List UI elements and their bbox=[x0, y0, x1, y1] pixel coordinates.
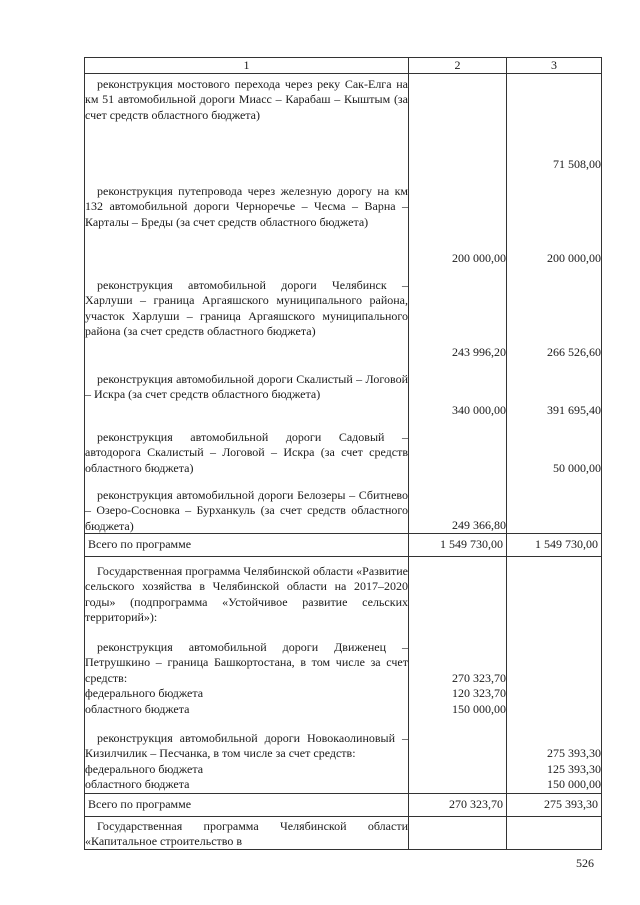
total-label: Всего по программе bbox=[85, 793, 409, 816]
amount: 200 000,00 bbox=[452, 250, 506, 265]
amount: 150 000,00 bbox=[452, 701, 506, 716]
program2-cell bbox=[85, 557, 409, 794]
list-item: реконструкция путепровода через железную дорогу на км 132 автомобильной дороги Черноречье – Чесма – Варна – Карталы – Бреды (за счет средств областного бюджета) bbox=[85, 184, 408, 229]
section1-items bbox=[85, 74, 409, 534]
total-col2: 270 323,70 bbox=[409, 793, 507, 816]
list-item: реконструкция автомобильной дороги Белозеры – Сбитнево – Озеро-Сосновка – Бурханкуль (за счет средств областного бюджета) bbox=[85, 488, 408, 533]
budget-table bbox=[84, 57, 602, 850]
total-col2: 1 549 730,00 bbox=[409, 534, 507, 557]
regional-label: областного бюджета bbox=[85, 701, 190, 716]
section1-col2 bbox=[409, 74, 507, 534]
list-item: реконструкция автомобильной дороги Новокаолиновый – Кизилчилик – Песчанка, в том числе за счет средств: bbox=[85, 731, 408, 761]
amount: 266 526,60 bbox=[547, 344, 601, 359]
section1-col3 bbox=[507, 74, 602, 534]
table-header-row bbox=[85, 58, 602, 74]
header-col-3: 3 bbox=[507, 58, 602, 74]
table-row bbox=[85, 557, 602, 794]
amount: 391 695,40 bbox=[547, 402, 601, 417]
page-number: 526 bbox=[576, 856, 594, 870]
amount: 150 000,00 bbox=[547, 777, 601, 792]
amount: 243 996,20 bbox=[452, 344, 506, 359]
header-col-1: 1 bbox=[85, 58, 409, 74]
table-row bbox=[85, 816, 602, 850]
list-item: реконструкция автомобильной дороги Садовый – автодорога Скалистый – Логовой – Искра (за счет средств областного бюджета) bbox=[85, 430, 408, 475]
regional-label: областного бюджета bbox=[85, 777, 190, 792]
empty-cell bbox=[507, 816, 602, 850]
amount: 249 366,80 bbox=[452, 517, 506, 532]
total-label: Всего по программе bbox=[85, 534, 409, 557]
list-item: реконструкция автомобильной дороги Челябинск – Харлуши – граница Аргаяшского муниципального района, участок Харлуши – граница Аргаяшского муниципального района (за счет средств областного бюджета) bbox=[85, 278, 408, 339]
federal-label: федерального бюджета bbox=[85, 686, 204, 701]
amount: 275 393,30 bbox=[547, 746, 601, 761]
table-row bbox=[85, 74, 602, 534]
list-item: реконструкция автомобильной дороги Скалистый – Логовой – Искра (за счет средств областного бюджета) bbox=[85, 372, 408, 402]
header-col-2: 2 bbox=[409, 58, 507, 74]
list-item: реконструкция автомобильной дороги Движенец – Петрушкино – граница Башкортостана, в том числе за счет средств: bbox=[85, 640, 408, 685]
program-title: Государственная программа Челябинской области «Развитие сельского хозяйства в Челябинской области на 2017–2020 годы» (подпрограмма «Устойчивое развитие сельских территорий»): bbox=[85, 564, 408, 625]
amount: 50 000,00 bbox=[553, 460, 601, 475]
program-title: Государственная программа Челябинской области «Капитальное строительство в bbox=[85, 818, 408, 849]
total-col3: 275 393,30 bbox=[507, 793, 602, 816]
total-row bbox=[85, 534, 602, 557]
list-item: реконструкция мостового перехода через реку Сак-Елга на км 51 автомобильной дороги Миасс – Карабаш – Кыштым (за счет средств областного бюджета) bbox=[85, 77, 408, 122]
amount: 340 000,00 bbox=[452, 402, 506, 417]
amount: 200 000,00 bbox=[547, 250, 601, 265]
amount: 120 323,70 bbox=[452, 686, 506, 701]
program3-cell bbox=[85, 816, 409, 850]
total-col3: 1 549 730,00 bbox=[507, 534, 602, 557]
amount: 71 508,00 bbox=[553, 156, 601, 171]
empty-cell bbox=[409, 816, 507, 850]
total-row bbox=[85, 793, 602, 816]
amount: 270 323,70 bbox=[452, 670, 506, 685]
program2-col3 bbox=[507, 557, 602, 794]
amount: 125 393,30 bbox=[547, 761, 601, 776]
program2-col2 bbox=[409, 557, 507, 794]
federal-label: федерального бюджета bbox=[85, 761, 204, 776]
